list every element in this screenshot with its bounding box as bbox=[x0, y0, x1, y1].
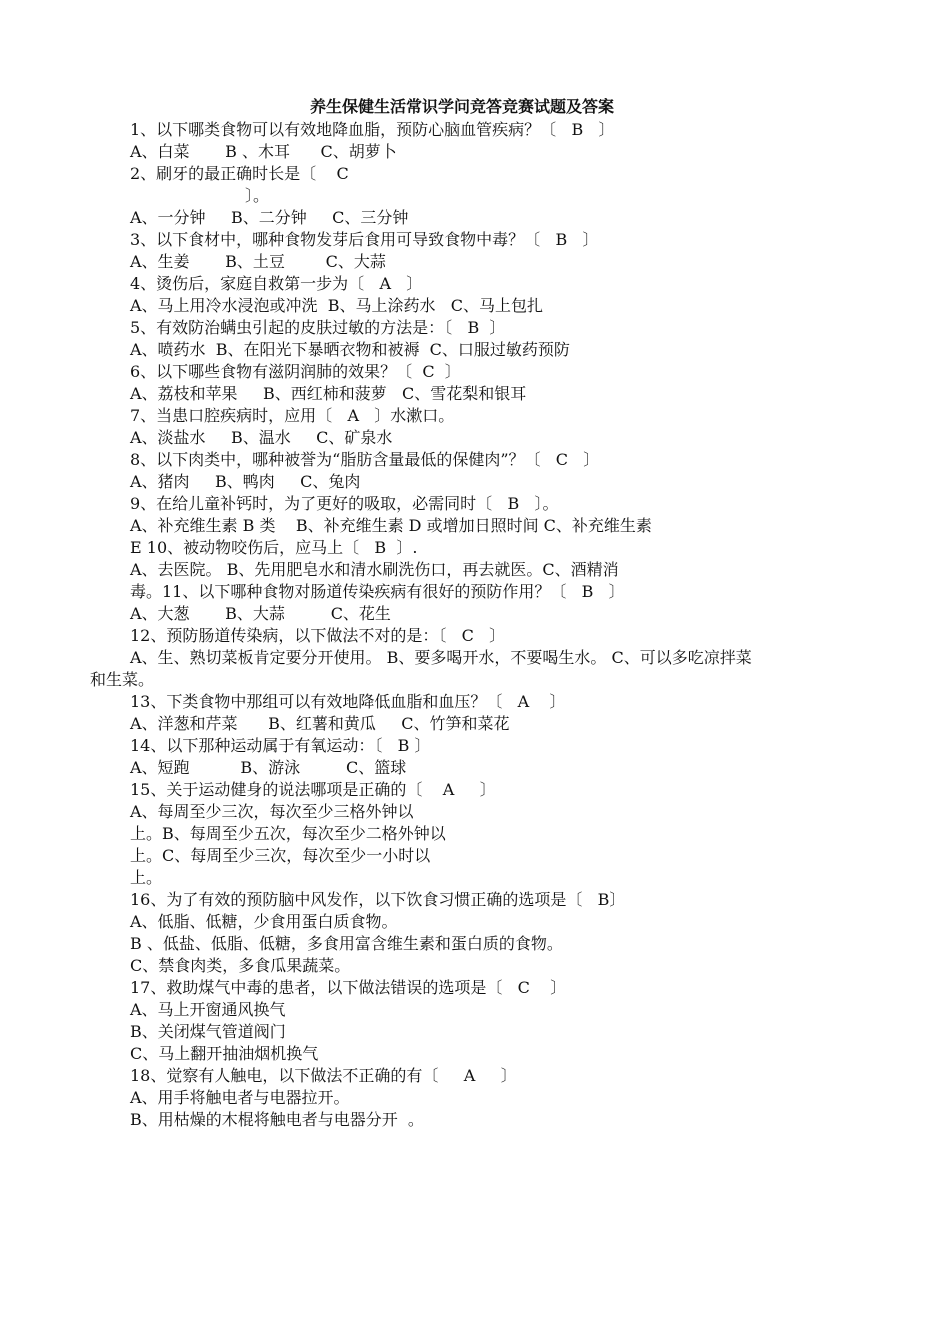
options-8: A、猪肉 B、鸭肉 C、兔肉 bbox=[130, 472, 361, 491]
question-16: 16、为了有效的预防脑中风发作，以下饮食习惯正确的选项是〔 B〕 bbox=[130, 890, 626, 909]
options-10: A、去医院。 B、先用肥皂水和清水刷洗伤口，再去就医。C、酒精消 bbox=[130, 560, 619, 579]
options-1: A、白菜 B 、木耳 C、胡萝卜 bbox=[130, 142, 397, 161]
options-13: A、洋葱和芹菜 B、红薯和黄瓜 C、竹笋和菜花 bbox=[130, 714, 510, 733]
question-8: 8、以下肉类中，哪种被誉为“脂肪含量最低的保健肉”？〔 C 〕 bbox=[130, 450, 600, 469]
options-6: A、荔枝和苹果 B、西红柿和菠萝 C、雪花梨和银耳 bbox=[130, 384, 527, 403]
question-5: 5、有效防治螨虫引起的皮肤过敏的方法是：〔 B 〕 bbox=[130, 318, 506, 337]
options-4: A、马上用冷水浸泡或冲洗 B、马上涂药水 C、马上包扎 bbox=[130, 296, 543, 315]
question-1: 1、以下哪类食物可以有效地降血脂，预防心脑血管疾病？〔 B 〕 bbox=[130, 120, 615, 139]
options-17-a: A、马上开窗通风换气 bbox=[130, 1000, 286, 1019]
options-16-a: A、低脂、低糖，少食用蛋白质食物。 bbox=[130, 912, 398, 931]
question-13: 13、下类食物中那组可以有效地降低血脂和血压？〔 A 〕 bbox=[130, 692, 566, 711]
question-10: E 10、被动物咬伤后，应马上〔 B 〕. bbox=[130, 538, 418, 557]
question-11: 毒。11、以下哪种食物对肠道传染疾病有很好的预防作用？〔 B 〕 bbox=[130, 582, 625, 601]
options-11: A、大葱 B、大蒜 C、花生 bbox=[130, 604, 391, 623]
question-2-continued: 〕。 bbox=[245, 186, 270, 205]
question-18: 18、觉察有人触电，以下做法不正确的有〔 A 〕 bbox=[130, 1066, 517, 1085]
document-body bbox=[0, 119, 950, 1131]
options-12: A、生、熟切菜板肯定要分开使用。 B、要多喝开水，不要喝生水。 C、可以多吃凉拌菜 bbox=[130, 648, 752, 667]
options-18-a: A、用手将触电者与电器拉开。 bbox=[130, 1088, 350, 1107]
options-5: A、喷药水 B、在阳光下暴晒衣物和被褥 C、口服过敏药预防 bbox=[130, 340, 570, 359]
options-17-b: B、关闭煤气管道阀门 bbox=[130, 1022, 286, 1041]
options-7: A、淡盐水 B、温水 C、矿泉水 bbox=[130, 428, 393, 447]
options-16-b: B 、低盐、低脂、低糖，多食用富含维生素和蛋白质的食物。 bbox=[130, 934, 563, 953]
options-9: A、补充维生素 B 类 B、补充维生素 D 或增加日照时间 C、补充维生素 bbox=[130, 516, 652, 535]
options-16-c: C、禁食肉类，多食瓜果蔬菜。 bbox=[130, 956, 351, 975]
question-7: 7、当患口腔疾病时，应用〔 A 〕水漱口。 bbox=[130, 406, 455, 425]
options-15-a: A、每周至少三次，每次至少三格外钟以 bbox=[130, 802, 414, 821]
question-6: 6、以下哪些食物有滋阴润肺的效果？〔 C 〕 bbox=[130, 362, 461, 381]
options-15-end: 上。 bbox=[130, 868, 163, 887]
document-title: 养生保健生活常识学问竞答竞赛试题及答案 bbox=[310, 97, 615, 116]
question-15: 15、关于运动健身的说法哪项是正确的〔 A 〕 bbox=[130, 780, 496, 799]
question-9: 9、在给儿童补钙时，为了更好的吸取，必需同时〔 B 〕。 bbox=[130, 494, 559, 513]
question-12: 12、预防肠道传染病，以下做法不对的是：〔 C 〕 bbox=[130, 626, 506, 645]
question-14: 14、以下那种运动属于有氧运动：〔 B 〕 bbox=[130, 736, 431, 755]
options-14: A、短跑 B、游泳 C、篮球 bbox=[130, 758, 407, 777]
options-12-continued: 和生菜。 bbox=[90, 670, 155, 689]
options-2: A、一分钟 B、二分钟 C、三分钟 bbox=[130, 208, 409, 227]
options-18-b: B、用枯燥的木棍将触电者与电器分开 。 bbox=[130, 1110, 424, 1129]
options-15-c: 上。C、每周至少三次，每次至少一小时以 bbox=[130, 846, 431, 865]
question-17: 17、救助煤气中毒的患者，以下做法错误的选项是〔 C 〕 bbox=[130, 978, 567, 997]
options-17-c: C、马上翻开抽油烟机换气 bbox=[130, 1044, 319, 1063]
question-3: 3、以下食材中，哪种食物发芽后食用可导致食物中毒？〔 B 〕 bbox=[130, 230, 599, 249]
options-3: A、生姜 B、土豆 C、大蒜 bbox=[130, 252, 386, 271]
question-2: 2、刷牙的最正确时长是〔 C bbox=[130, 164, 349, 183]
options-15-b: 上。B、每周至少五次，每次至少二格外钟以 bbox=[130, 824, 446, 843]
question-4: 4、烫伤后，家庭自救第一步为〔 A 〕 bbox=[130, 274, 423, 293]
